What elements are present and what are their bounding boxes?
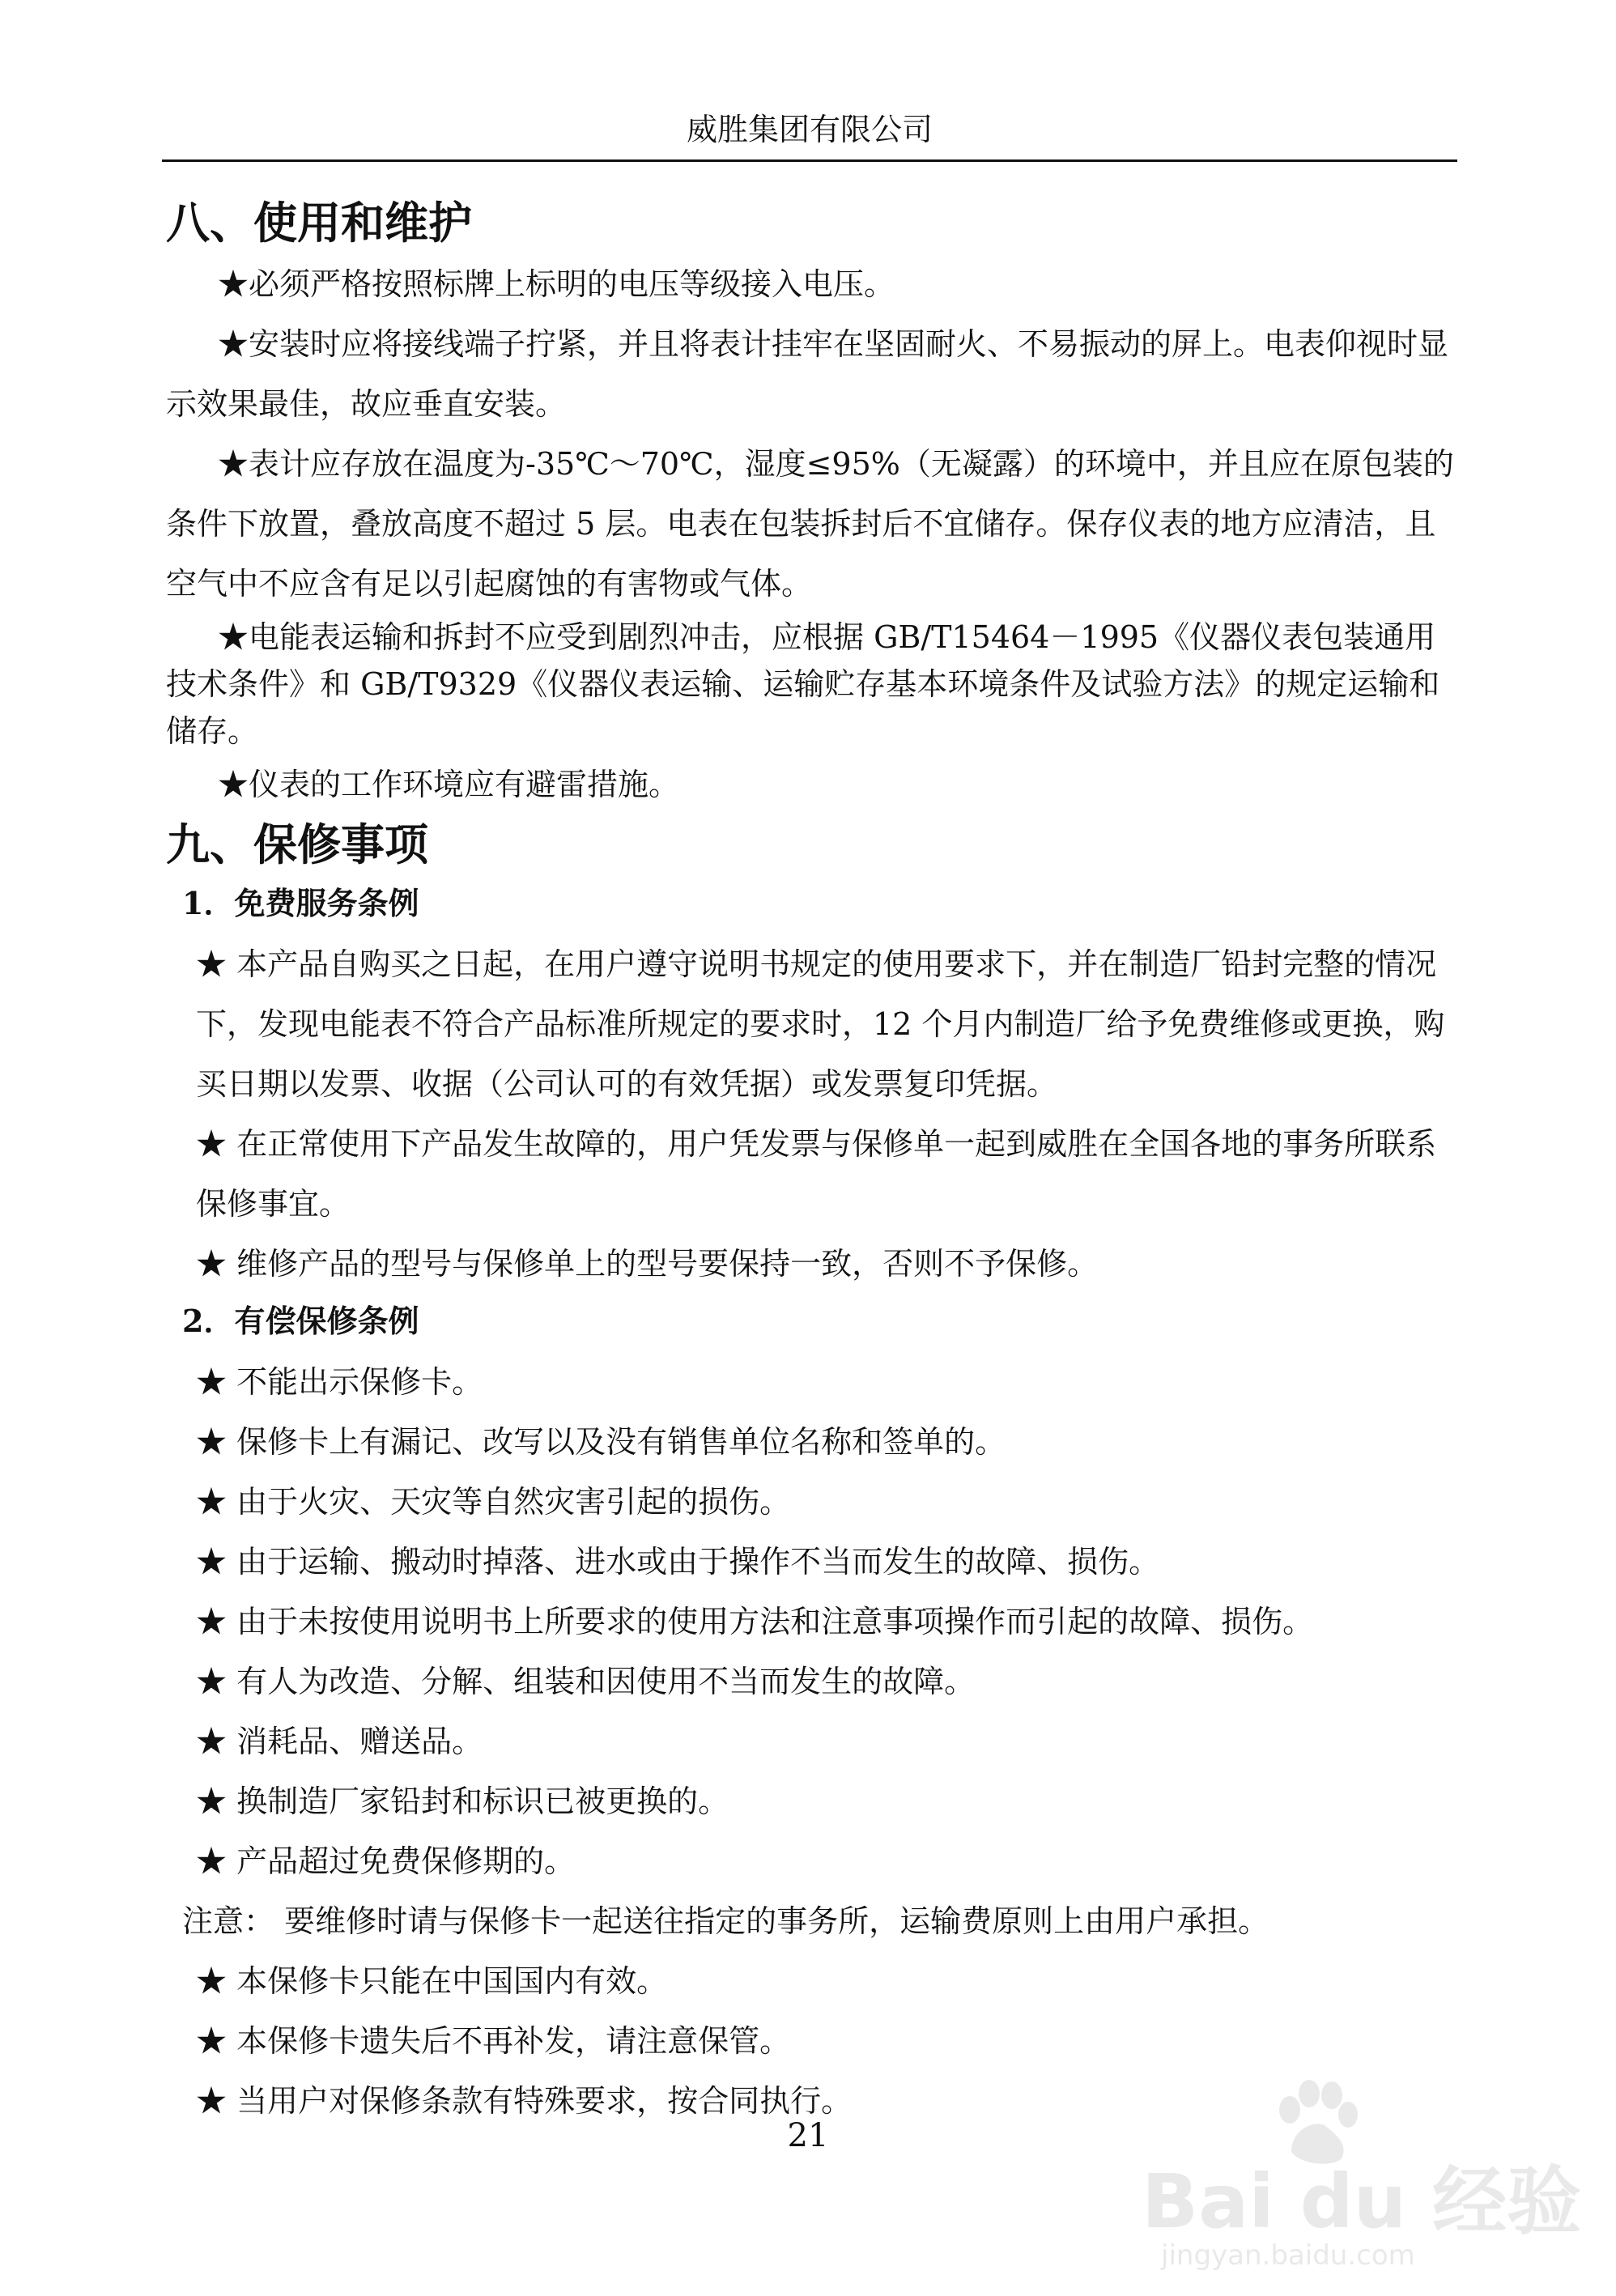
list-item: ★ 由于火灾、天灾等自然灾害引起的损伤。 [196,1484,791,1520]
list-item: ★ 维修产品的型号与保修单上的型号要保持一致，否则不予保修。 [196,1246,1099,1282]
section-8-paragraph: ★电能表运输和拆封不应受到剧烈冲击，应根据 GB/T15464－1995《仪器仪表包装通用技术条件》和 GB/T9329《仪器仪表运输、运输贮存基本环境条件及试验方法》的规定运输和储存。 [166,619,1440,749]
section-9-title: 九、保修事项 [166,819,428,870]
warranty-note: 注意： 要维修时请与保修卡一起送往指定的事务所，运输费原则上由用户承担。 [182,1903,1269,1939]
watermark [1142,2079,1582,2273]
page-number: 21 [787,2117,829,2154]
list-item: ★ 产品超过免费保修期的。 [196,1843,576,1879]
watermark-brand: Bai du 经验 [1142,2158,1582,2245]
watermark-url: jingyan.baidu.com [1161,2239,1415,2272]
page-header: 威胜集团有限公司 [686,112,933,147]
list-item: ★ 当用户对保修条款有特殊要求，按合同执行。 [196,2083,853,2119]
section-8-paragraph: ★安装时应将接线端子拧紧，并且将表计挂牢在坚固耐火、不易振动的屏上。电表仰视时显示效果最佳，故应垂直安装。 [166,326,1449,422]
section-8-paragraph: ★表计应存放在温度为-35℃～70℃，湿度≤95%（无凝露）的环境中，并且应在原包装的条件下放置，叠放高度不超过 5 层。电表在包装拆封后不宜储存。保存仪表的地方应清洁，且空气中不应含有足以引起腐蚀的有害物或气体。 [166,446,1454,602]
list-item: ★ 不能出示保修卡。 [196,1364,483,1400]
section-8-title: 八、使用和维护 [166,198,472,249]
baidu-paw-icon [1267,2079,1364,2168]
list-item: ★ 有人为改造、分解、组装和因使用不当而发生的故障。 [196,1664,976,1699]
list-item: ★ 本保修卡只能在中国国内有效。 [196,1963,668,1999]
header-divider [162,159,1457,162]
paid-service-title: 2．有偿保修条例 [182,1303,419,1339]
list-item: ★ 在正常使用下产品发生故障的，用户凭发票与保修单一起到威胜在全国各地的事务所联系保修事宜。 [196,1126,1437,1222]
document-body [166,193,1461,2131]
list-item: ★ 本保修卡遗失后不再补发，请注意保管。 [196,2023,791,2059]
list-item: ★ 本产品自购买之日起，在用户遵守说明书规定的使用要求下，并在制造厂铅封完整的情况下，发现电能表不符合产品标准所规定的要求时，12 个月内制造厂给予免费维修或更换，购买日期以发票、收据（公司认可的有效凭据）或发票复印凭据。 [196,946,1445,1102]
list-item: ★ 换制造厂家铅封和标识已被更换的。 [196,1784,729,1819]
section-8-paragraph: ★必须严格按照标牌上标明的电压等级接入电压。 [218,266,895,302]
section-8-paragraph: ★仪表的工作环境应有避雷措施。 [218,767,680,802]
list-item: ★ 保修卡上有漏记、改写以及没有销售单位名称和签单的。 [196,1424,1006,1460]
list-item: ★ 由于运输、搬动时掉落、进水或由于操作不当而发生的故障、损伤。 [196,1544,1160,1580]
list-item: ★ 消耗品、赠送品。 [196,1724,483,1759]
list-item: ★ 由于未按使用说明书上所要求的使用方法和注意事项操作而引起的故障、损伤。 [196,1604,1314,1639]
free-service-title: 1．免费服务条例 [182,885,419,921]
